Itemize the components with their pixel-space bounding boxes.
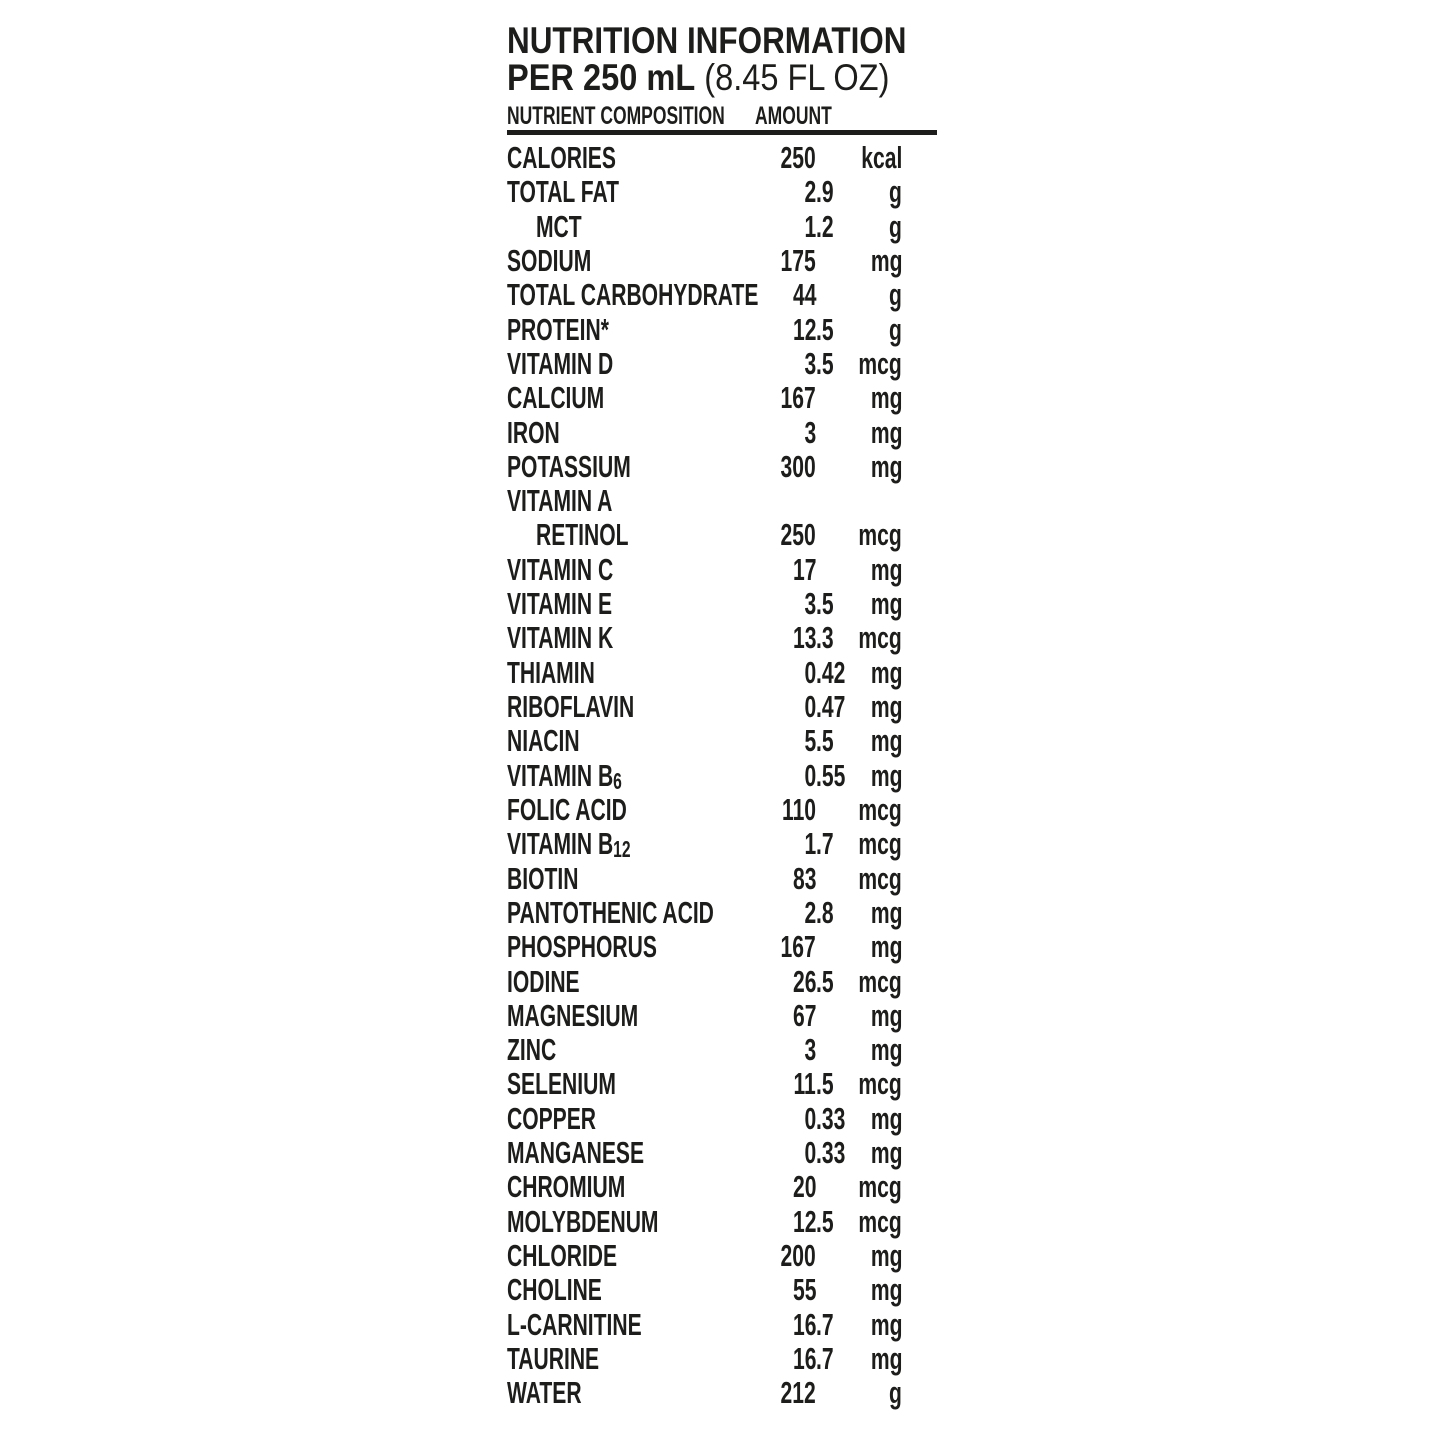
amount-frac: .5 bbox=[816, 1066, 834, 1102]
label-subscript: 6 bbox=[613, 767, 622, 794]
unit: mg bbox=[870, 380, 902, 416]
table-row bbox=[507, 656, 937, 690]
amount-int: 20 bbox=[792, 1169, 816, 1205]
nutrient-table bbox=[507, 141, 937, 1411]
table-row bbox=[507, 141, 937, 175]
serving-size-floz: (8.45 FL OZ) bbox=[704, 57, 890, 98]
unit: mg bbox=[870, 1272, 902, 1308]
unit: mg bbox=[870, 689, 902, 724]
nutrient-name: FOLIC ACID bbox=[507, 791, 627, 827]
column-header-nutrient: NUTRIENT COMPOSITION bbox=[507, 102, 725, 130]
amount-int: 26 bbox=[792, 963, 816, 999]
nutrient-name: CHROMIUM bbox=[507, 1169, 626, 1205]
amount-int: 250 bbox=[780, 140, 816, 175]
table-row bbox=[507, 759, 937, 793]
nutrient-name: RETINOL bbox=[536, 517, 629, 553]
unit: g bbox=[889, 277, 902, 313]
table-row bbox=[507, 999, 937, 1033]
amount-int: 3 bbox=[804, 586, 816, 622]
nutrient-name: RIBOFLAVIN bbox=[507, 689, 635, 724]
amount-frac: .33 bbox=[816, 1135, 846, 1171]
amount-int: 3 bbox=[804, 345, 816, 381]
amount-frac: .5 bbox=[816, 723, 834, 759]
table-row bbox=[507, 965, 937, 999]
table-row bbox=[507, 347, 937, 381]
nutrient-name: CALORIES bbox=[507, 140, 616, 175]
amount-int: 200 bbox=[780, 1238, 816, 1273]
unit: g bbox=[889, 174, 902, 210]
table-row bbox=[507, 553, 937, 587]
amount-frac: .3 bbox=[816, 620, 834, 656]
unit: mg bbox=[870, 1238, 902, 1273]
table-row bbox=[507, 930, 937, 964]
amount-int: 212 bbox=[780, 1375, 816, 1411]
amount-int: 1 bbox=[804, 826, 816, 862]
table-row bbox=[507, 1136, 937, 1170]
amount-int: 3 bbox=[804, 1032, 816, 1068]
unit: mcg bbox=[858, 860, 902, 896]
amount-frac: .5 bbox=[816, 311, 834, 347]
nutrient-name: VITAMIN K bbox=[507, 620, 614, 656]
column-header-amount: AMOUNT bbox=[755, 102, 832, 130]
nutrient-name: PHOSPHORUS bbox=[507, 929, 657, 965]
page-title bbox=[507, 22, 977, 60]
amount-int: 16 bbox=[792, 1340, 816, 1376]
unit: mg bbox=[870, 1032, 902, 1068]
table-row bbox=[507, 1376, 937, 1410]
unit: mg bbox=[870, 551, 902, 587]
amount-frac: .5 bbox=[816, 586, 834, 622]
unit: mg bbox=[870, 757, 902, 793]
unit bbox=[752, 484, 902, 518]
table-row bbox=[507, 210, 937, 244]
table-row bbox=[507, 1205, 937, 1239]
amount-int: 0 bbox=[804, 689, 816, 724]
unit: mcg bbox=[858, 963, 902, 999]
table-row bbox=[507, 1170, 937, 1204]
nutrient-name: COPPER bbox=[507, 1100, 597, 1136]
nutrient-name: VITAMIN E bbox=[507, 586, 613, 622]
unit: g bbox=[889, 208, 902, 244]
unit: mcg bbox=[858, 620, 902, 656]
serving-size-line bbox=[507, 59, 942, 97]
unit: mg bbox=[870, 1100, 902, 1136]
nutrient-name: BIOTIN bbox=[507, 860, 579, 896]
unit: mg bbox=[870, 723, 902, 759]
nutrient-name: CHOLINE bbox=[507, 1272, 602, 1308]
table-row bbox=[507, 621, 937, 655]
nutrient-name: VITAMIN B6 bbox=[507, 757, 622, 794]
nutrient-name: SODIUM bbox=[507, 242, 592, 278]
table-row bbox=[507, 518, 937, 552]
table-row bbox=[507, 1308, 937, 1342]
table-row bbox=[507, 896, 937, 930]
unit: mg bbox=[870, 586, 902, 622]
unit: mcg bbox=[858, 791, 902, 827]
unit: g bbox=[889, 1375, 902, 1411]
unit: g bbox=[889, 311, 902, 347]
amount-int: 55 bbox=[792, 1272, 816, 1308]
nutrient-name: MCT bbox=[536, 208, 582, 244]
amount-int: 83 bbox=[792, 860, 816, 896]
nutrient-name: VITAMIN A bbox=[507, 483, 613, 519]
nutrient-name: TOTAL CARBOHYDRATE bbox=[507, 277, 759, 313]
unit: mg bbox=[870, 1135, 902, 1171]
nutrient-name: TAURINE bbox=[507, 1340, 600, 1376]
serving-size-value: PER 250 mL bbox=[507, 57, 696, 98]
unit: mg bbox=[870, 997, 902, 1033]
nutrient-name: CALCIUM bbox=[507, 380, 605, 416]
amount-int: 167 bbox=[780, 380, 816, 416]
amount-int: 67 bbox=[792, 997, 816, 1033]
table-row bbox=[507, 416, 937, 450]
amount-frac: .5 bbox=[816, 345, 834, 381]
nutrient-name: IODINE bbox=[507, 963, 580, 999]
unit: kcal bbox=[860, 140, 902, 175]
amount-int: 0 bbox=[804, 654, 816, 690]
page-title-text: NUTRITION INFORMATION bbox=[507, 20, 907, 61]
amount-int: 110 bbox=[781, 791, 816, 827]
table-row bbox=[507, 381, 937, 415]
amount-frac: .8 bbox=[816, 894, 834, 930]
unit: mcg bbox=[858, 1169, 902, 1205]
amount-int: 5 bbox=[804, 723, 816, 759]
nutrient-name: MANGANESE bbox=[507, 1135, 645, 1171]
nutrient-name: L-CARNITINE bbox=[507, 1306, 642, 1342]
unit: mcg bbox=[858, 1203, 902, 1239]
unit: mg bbox=[870, 1340, 902, 1376]
amount-int: 167 bbox=[780, 929, 816, 965]
label-subscript: 12 bbox=[613, 836, 631, 863]
nutrient-name: ZINC bbox=[507, 1032, 557, 1068]
amount-int: 0 bbox=[804, 757, 816, 793]
nutrient-name: TOTAL FAT bbox=[507, 174, 620, 210]
amount-frac: .7 bbox=[816, 826, 834, 862]
nutrient-name: VITAMIN B12 bbox=[507, 826, 631, 863]
table-row bbox=[507, 484, 937, 518]
unit: mg bbox=[870, 414, 902, 450]
amount-frac: .42 bbox=[816, 654, 846, 690]
amount-int: 17 bbox=[792, 551, 816, 587]
amount-frac: .7 bbox=[816, 1306, 834, 1342]
unit: mg bbox=[870, 448, 902, 484]
nutrient-name: IRON bbox=[507, 414, 560, 450]
table-row bbox=[507, 587, 937, 621]
header-divider bbox=[507, 130, 937, 135]
nutrient-name: PROTEIN* bbox=[507, 311, 609, 347]
amount-frac: .5 bbox=[816, 963, 834, 999]
table-row bbox=[507, 313, 937, 347]
amount-int: 12 bbox=[792, 1203, 816, 1239]
table-row bbox=[507, 1102, 937, 1136]
nutrient-name: NIACIN bbox=[507, 723, 580, 759]
amount-frac: .9 bbox=[816, 174, 834, 210]
table-row bbox=[507, 724, 937, 758]
nutrient-name: SELENIUM bbox=[507, 1066, 616, 1102]
amount-int: 16 bbox=[792, 1306, 816, 1342]
amount-int: 175 bbox=[780, 242, 816, 278]
amount-int: 250 bbox=[780, 517, 816, 553]
amount-int: 300 bbox=[780, 448, 816, 484]
amount-frac: .5 bbox=[816, 1203, 834, 1239]
table-row bbox=[507, 862, 937, 896]
nutrient-name: VITAMIN D bbox=[507, 345, 614, 381]
amount-int: 44 bbox=[792, 277, 816, 313]
nutrient-name: VITAMIN C bbox=[507, 551, 614, 587]
amount-int: 2 bbox=[804, 894, 816, 930]
amount-int: 3 bbox=[804, 414, 816, 450]
amount-frac: .55 bbox=[816, 757, 846, 793]
table-row bbox=[507, 793, 937, 827]
unit: mcg bbox=[858, 345, 902, 381]
amount-int: 2 bbox=[804, 174, 816, 210]
amount-int: 11 bbox=[793, 1066, 816, 1102]
table-row bbox=[507, 1273, 937, 1307]
table-row bbox=[507, 244, 937, 278]
nutrient-name: CHLORIDE bbox=[507, 1238, 618, 1273]
amount-int: 1 bbox=[804, 208, 816, 244]
table-row bbox=[507, 690, 937, 724]
amount-frac: .7 bbox=[816, 1340, 834, 1376]
table-row bbox=[507, 278, 937, 312]
nutrient-name: PANTOTHENIC ACID bbox=[507, 894, 714, 930]
table-row bbox=[507, 1342, 937, 1376]
table-row bbox=[507, 1239, 937, 1273]
amount-frac: .47 bbox=[816, 689, 846, 724]
nutrient-name: WATER bbox=[507, 1375, 582, 1411]
nutrient-name: MAGNESIUM bbox=[507, 997, 639, 1033]
nutrient-name: MOLYBDENUM bbox=[507, 1203, 659, 1239]
table-row bbox=[507, 175, 937, 209]
unit: mcg bbox=[858, 517, 902, 553]
unit: mg bbox=[870, 929, 902, 965]
nutrient-name: POTASSIUM bbox=[507, 448, 631, 484]
amount-int: 0 bbox=[804, 1100, 816, 1136]
amount-int: 0 bbox=[804, 1135, 816, 1171]
unit: mcg bbox=[858, 1066, 902, 1102]
table-row bbox=[507, 1067, 937, 1101]
table-row bbox=[507, 450, 937, 484]
unit: mg bbox=[870, 894, 902, 930]
unit: mg bbox=[870, 1306, 902, 1342]
unit: mcg bbox=[858, 826, 902, 862]
unit: mg bbox=[870, 242, 902, 278]
amount-int: 13 bbox=[792, 620, 816, 656]
amount-frac: .2 bbox=[816, 208, 834, 244]
unit: mg bbox=[870, 654, 902, 690]
table-row bbox=[507, 827, 937, 861]
amount-frac: .33 bbox=[816, 1100, 846, 1136]
nutrient-name: THIAMIN bbox=[507, 654, 595, 690]
table-row bbox=[507, 1033, 937, 1067]
amount-int: 12 bbox=[792, 311, 816, 347]
